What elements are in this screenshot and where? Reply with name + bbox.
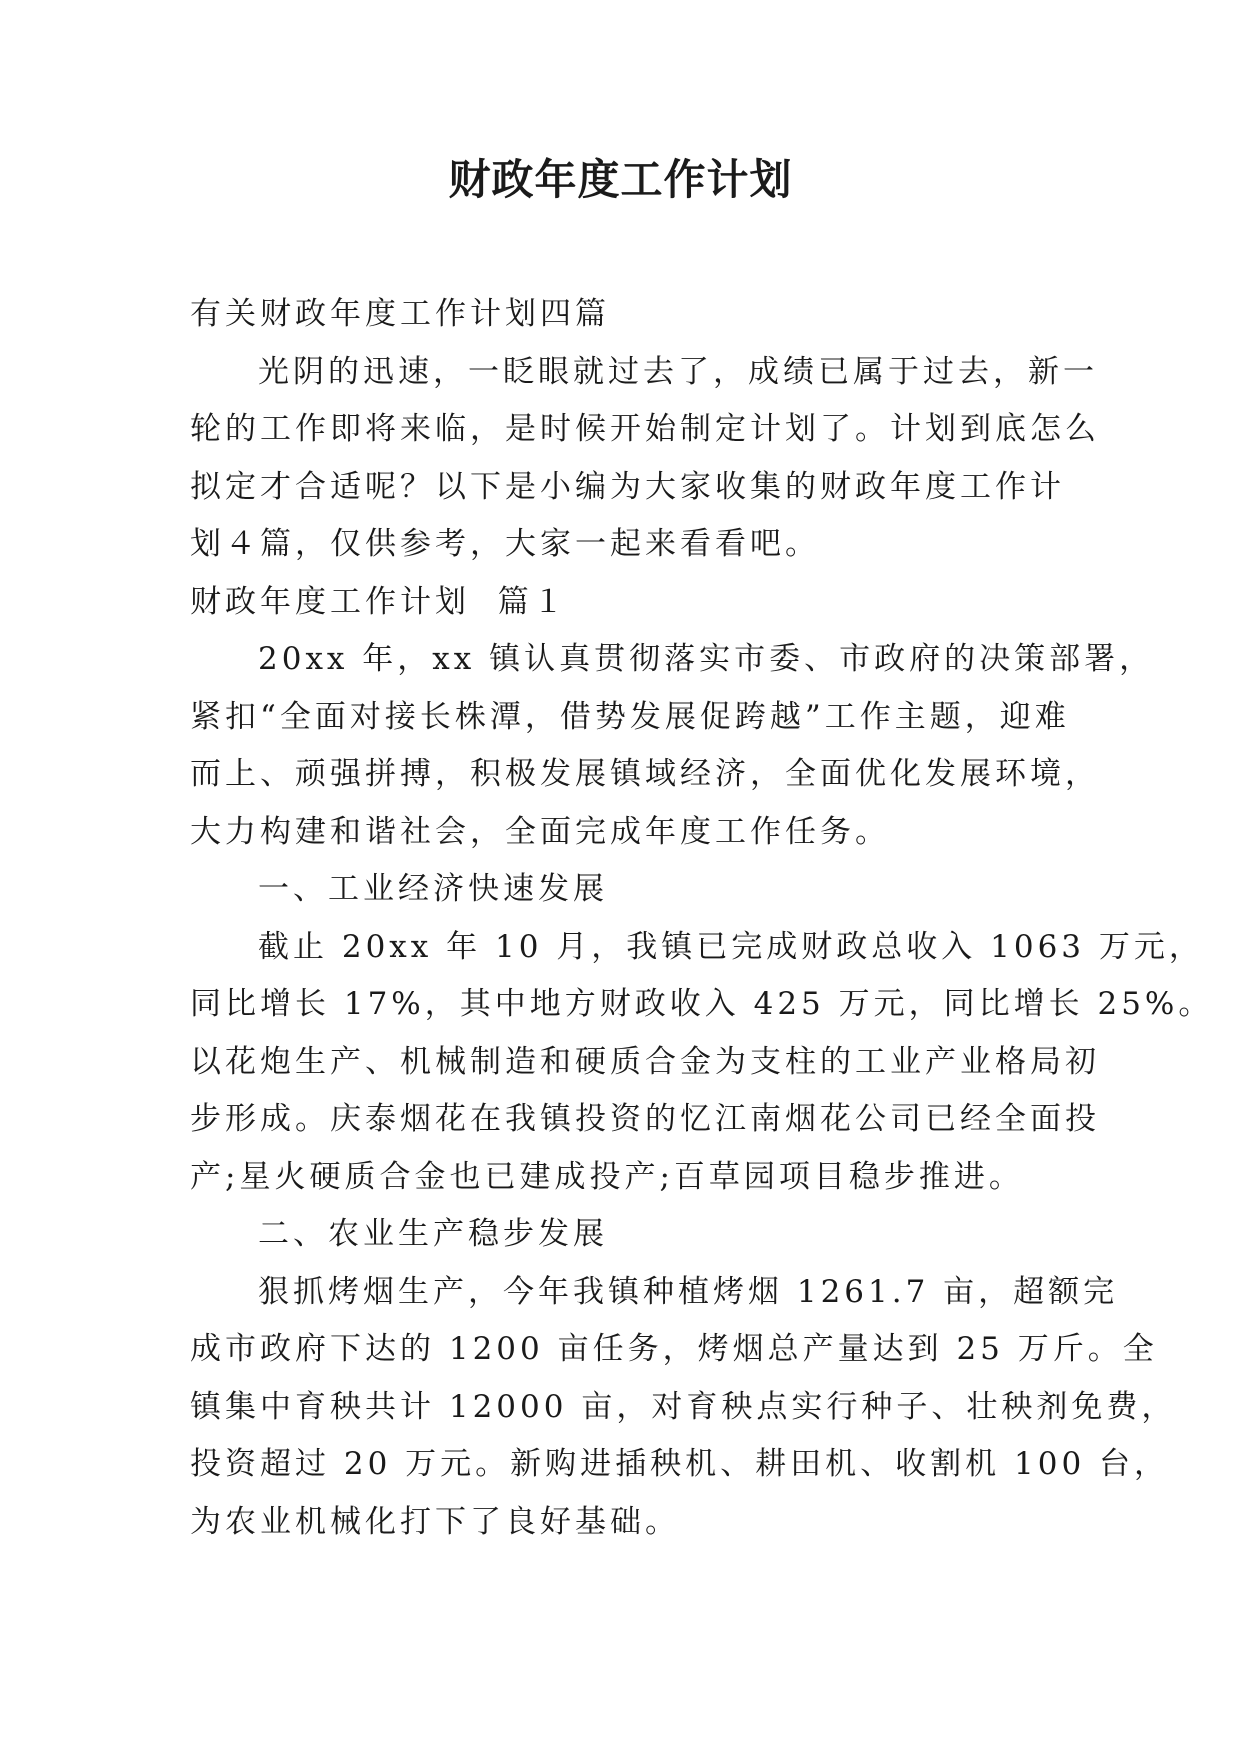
paragraph-line: 为农业机械化打下了良好基础。 xyxy=(190,1503,680,1540)
paragraph-line: 紧扣“全面对接长株潭，借势发展促跨越”工作主题，迎难 xyxy=(190,698,1070,735)
paragraph-line: 20xx 年，xx 镇认真贯彻落实市委、市政府的决策部署， xyxy=(258,641,1155,677)
paragraph-line: 投资超过 20 万元。新购进插秧机、耕田机、收割机 100 台， xyxy=(190,1446,1170,1482)
paragraph-line: 大力构建和谐社会，全面完成年度工作任务。 xyxy=(190,813,890,850)
paragraph-line: 成市政府下达的 1200 亩任务，烤烟总产量达到 25 万斤。全 xyxy=(190,1331,1158,1367)
intro-line: 拟定才合适呢？以下是小编为大家收集的财政年度工作计 xyxy=(190,468,1065,505)
paragraph-line: 产;星火硬质合金也已建成投产;百草园项目稳步推进。 xyxy=(190,1158,1024,1195)
subtitle-line: 有关财政年度工作计划四篇 xyxy=(190,296,610,332)
intro-line: 划４篇，仅供参考，大家一起来看看吧。 xyxy=(190,526,820,562)
paragraph-line: 步形成。庆泰烟花在我镇投资的忆江南烟花公司已经全面投 xyxy=(190,1101,1100,1137)
paragraph-line: 镇集中育秧共计 12000 亩，对育秧点实行种子、壮秧剂免费， xyxy=(190,1388,1177,1425)
document-title: 财政年度工作计划 xyxy=(448,155,793,204)
paragraph-line: 狠抓烤烟生产，今年我镇种植烤烟 1261.7 亩，超额完 xyxy=(258,1273,1119,1310)
document-body xyxy=(190,286,1214,1551)
paragraph-line: 以花炮生产、机械制造和硬质合金为支柱的工业产业格局初 xyxy=(190,1043,1100,1080)
section-heading: 财政年度工作计划 篇１ xyxy=(190,583,568,620)
paragraph-line: 而上、顽强拼搏，积极发展镇域经济，全面优化发展环境， xyxy=(190,756,1100,792)
paragraph-line: 同比增长 17%，其中地方财政收入 425 万元，同比增长 25%。 xyxy=(190,986,1214,1022)
intro-line: 光阴的迅速，一眨眼就过去了，成绩已属于过去，新一 xyxy=(258,353,1098,390)
subheading-industry: 一、工业经济快速发展 xyxy=(258,871,608,907)
subheading-agriculture: 二、农业生产稳步发展 xyxy=(258,1216,608,1252)
paragraph-line: 截止 20xx 年 10 月，我镇已完成财政总收入 1063 万元， xyxy=(258,928,1204,965)
intro-line: 轮的工作即将来临，是时候开始制定计划了。计划到底怎么 xyxy=(190,411,1100,447)
